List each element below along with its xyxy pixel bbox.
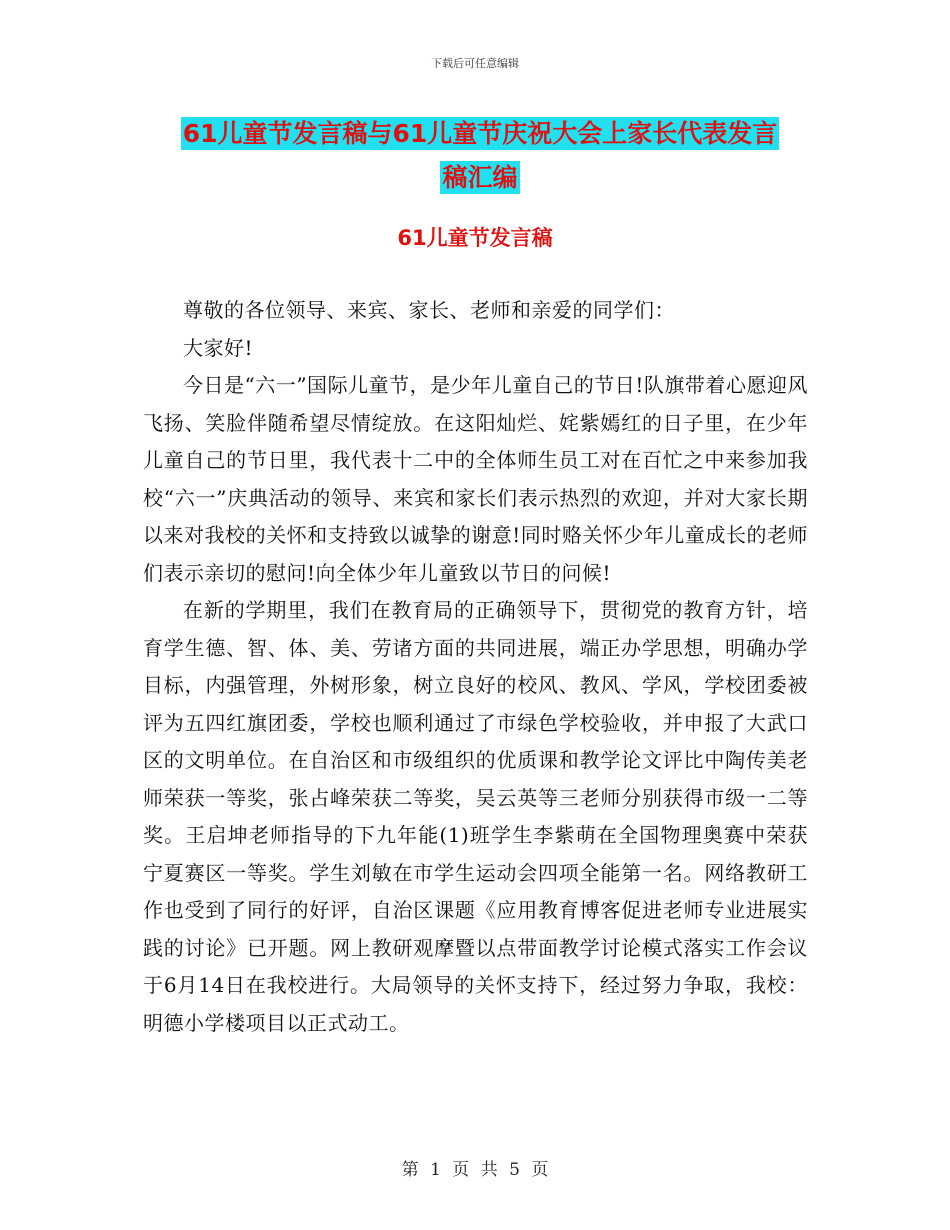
section-title: 61儿童节发言稿: [397, 226, 553, 250]
document-title-line-1: 61儿童节发言稿与61儿童节庆祝大会上家长代表发言: [182, 119, 778, 148]
body-text: [143, 292, 808, 1042]
body-paragraph: 在新的学期里，我们在教育局的正确领导下，贯彻党的教育方针，培育学生德、智、体、美、劳诸方面的共同进展，端正办学思想，明确办学目标，内强管理，外树形象，树立良好的校风、教风、学风，学校团委被评为五四红旗团委，学校也顺利通过了市绿色学校验收，并申报了大武口区的文明单位。在自治区和市级组织的优质课和教学论文评比中陶传美老师荣获一等奖，张占峰荣获二等奖，吴云英等三老师分别获得市级一二等奖。王启坤老师指导的下九年能(1)班学生李紫萌在全国物理奥赛中荣获宁夏赛区一等奖。学生刘敏在市学生运动会四项全能第一名。网络教研工作也受到了同行的好评，自治区课题《应用教育博客促进老师专业进展实践的讨论》已开题。网上教研观摩暨以点带面教学讨论模式落实工作会议于6月14日在我校进行。大局领导的关怀支持下，经过努力争取，我校：明德小学楼项目以正式动工。: [143, 598, 808, 1035]
document-title-line-2: 稿汇编: [442, 163, 518, 192]
salutation-paragraph: 尊敬的各位领导、来宾、家长、老师和亲爱的同学们：: [183, 298, 675, 322]
document-title: [150, 112, 810, 200]
page-number: 第 1 页 共 5 页: [401, 1160, 549, 1180]
body-paragraph: 今日是“六一”国际儿童节，是少年儿童自己的节日!队旗带着心愿迎风飞扬、笑脸伴随希望尽情绽放。在这阳灿烂、姹紫嫣红的日子里，在少年儿童自己的节日里，我代表十二中的全体师生员工对在百忙之中来参加我校“六一”庆典活动的领导、来宾和家长们表示热烈的欢迎，并对大家长期以来对我校的关怀和支持致以诚挚的谢意!同时赂关怀少年儿童成长的老师们表示亲切的慰问!向全体少年儿童致以节日的问候!: [143, 373, 808, 585]
greeting-paragraph: 大家好!: [183, 335, 254, 360]
page-header-note: 下载后可任意编辑: [431, 57, 519, 70]
